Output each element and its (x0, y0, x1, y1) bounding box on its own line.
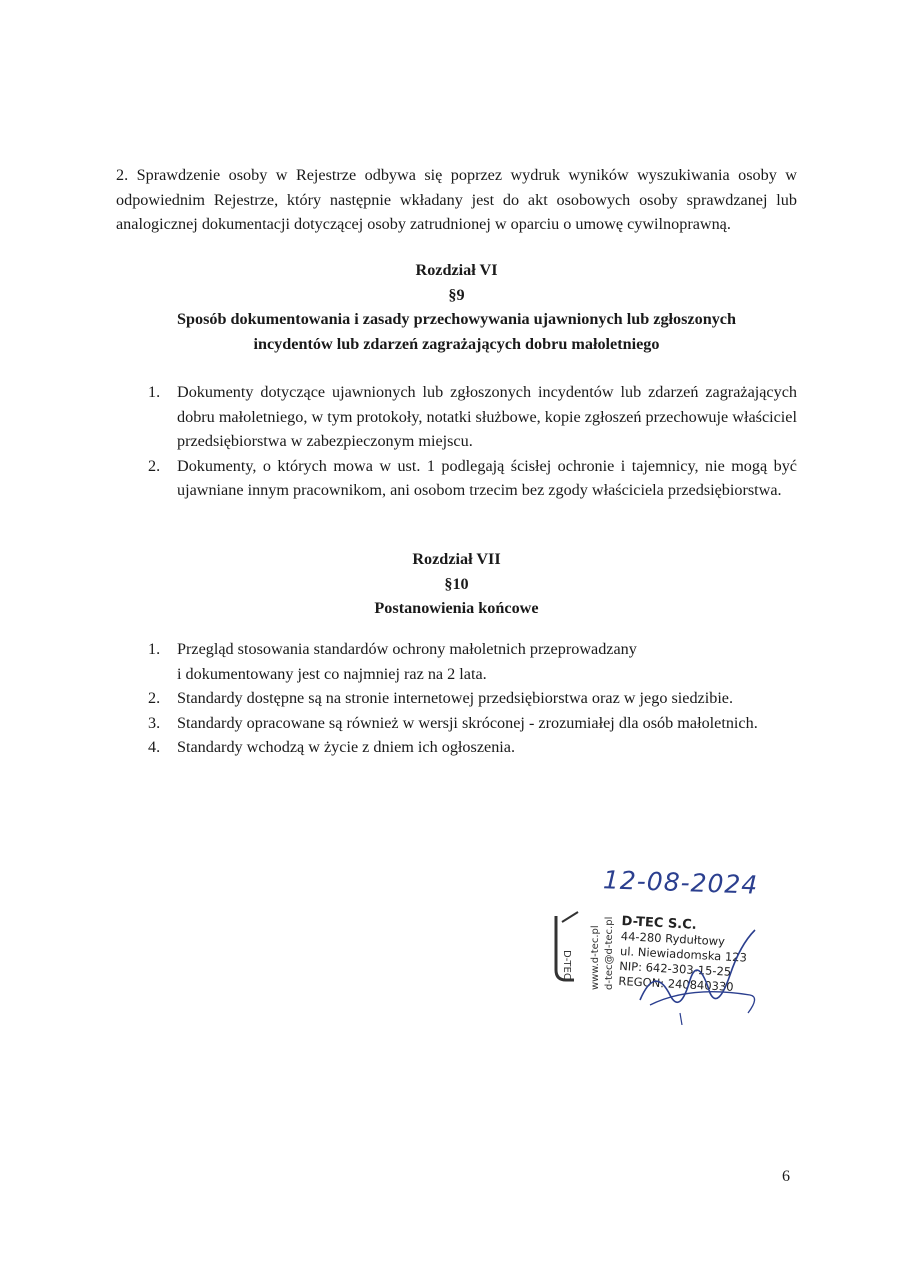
chapter-7-list (116, 637, 797, 760)
chapter-6-list (116, 380, 797, 503)
list-item-text: Dokumenty, o których mowa w ust. 1 podlegają ścisłej ochronie i tajemnicy, nie mogą być ujawniane innym pracownikom, ani osobom trzecim bez zgody właściciela przedsiębiorstwa. (177, 456, 797, 499)
list-item (116, 711, 797, 736)
list-item-text: Standardy opracowane są również w wersji skróconej - zrozumiałej dla osób małoletnich. (177, 713, 758, 732)
list-item (116, 380, 797, 454)
list-item-number: 2. (148, 456, 161, 475)
company-logo-icon (548, 910, 590, 988)
stamp-email: d-tec@d-tec.pl (604, 916, 615, 990)
list-item-number: 1. (148, 383, 161, 401)
stamp-nip: NIP: 642-303-15-25 (618, 958, 732, 979)
list-item (116, 686, 797, 711)
chapter-7-heading (116, 547, 797, 621)
handwritten-signature (620, 925, 770, 1025)
stamp-regon: REGON: 240840330 (618, 973, 734, 994)
chapter-6-title: Rozdział VI (415, 261, 498, 279)
list-item-text-line1: Przegląd stosowania standardów ochrony małoletnich przeprowadzany (177, 640, 637, 658)
list-item-text-line2: i dokumentowany jest co najmniej raz na 2 lata. (177, 664, 487, 683)
chapter-6-paragraph-symbol: §9 (448, 285, 465, 304)
page-number: 6 (782, 1168, 790, 1185)
list-item-number: 1. (148, 640, 161, 658)
list-item-text: Standardy wchodzą w życie z dniem ich ogłoszenia. (177, 738, 516, 756)
chapter-7-heading-text: Postanowienia końcowe (374, 599, 539, 617)
svg-text:D-TEC: D-TEC (561, 950, 572, 980)
chapter-6-heading-line2: incydentów lub zdarzeń zagrażających dobru małoletniego (253, 334, 660, 353)
chapter-7-title: Rozdział VII (412, 550, 501, 568)
list-item (116, 637, 797, 686)
paragraph-2: 2. Sprawdzenie osoby w Rejestrze odbywa się poprzez wydruk wyników wyszukiwania osoby w odpowiednim Rejestrze, który następnie wkładany jest do akt osobowych osoby sprawdzanej lub analogicznej dokumentacji dotyczącej osoby zatrudnionej w oparciu o umowę cywilnoprawną. (116, 166, 797, 233)
list-item-text: Dokumenty dotyczące ujawnionych lub zgłoszonych incydentów lub zdarzeń zagrażających dobru małoletniego, w tym protokoły, notatki służbowe, kopie zgłoszeń przechowuje właściciel przedsiębiorstwa w zabezpieczonym miejscu. (177, 383, 797, 450)
chapter-6-heading-line1: Sposób dokumentowania i zasady przechowywania ujawnionych lub zgłoszonych (176, 310, 736, 328)
chapter-6-heading (116, 258, 797, 356)
stamp-company: D-TEC S.C. (621, 914, 698, 933)
list-item (116, 735, 797, 760)
list-item (116, 454, 797, 503)
stamp-address-2: ul. Niewiadomska 123 (619, 943, 748, 965)
list-item-number: 4. (148, 738, 161, 756)
chapter-7-paragraph-symbol: §10 (444, 574, 469, 593)
list-item-number: 2. (148, 689, 161, 707)
list-item-text: Standardy dostępne są na stronie internetowej przedsiębiorstwa oraz w jego siedzibie. (177, 689, 734, 707)
handwritten-date: 12-08-2024 (602, 865, 759, 900)
stamp-address-1: 44-280 Rydułtowy (620, 928, 726, 949)
list-item-number: 3. (148, 713, 161, 732)
stamp-website: www.d-tec.pl (590, 925, 601, 990)
